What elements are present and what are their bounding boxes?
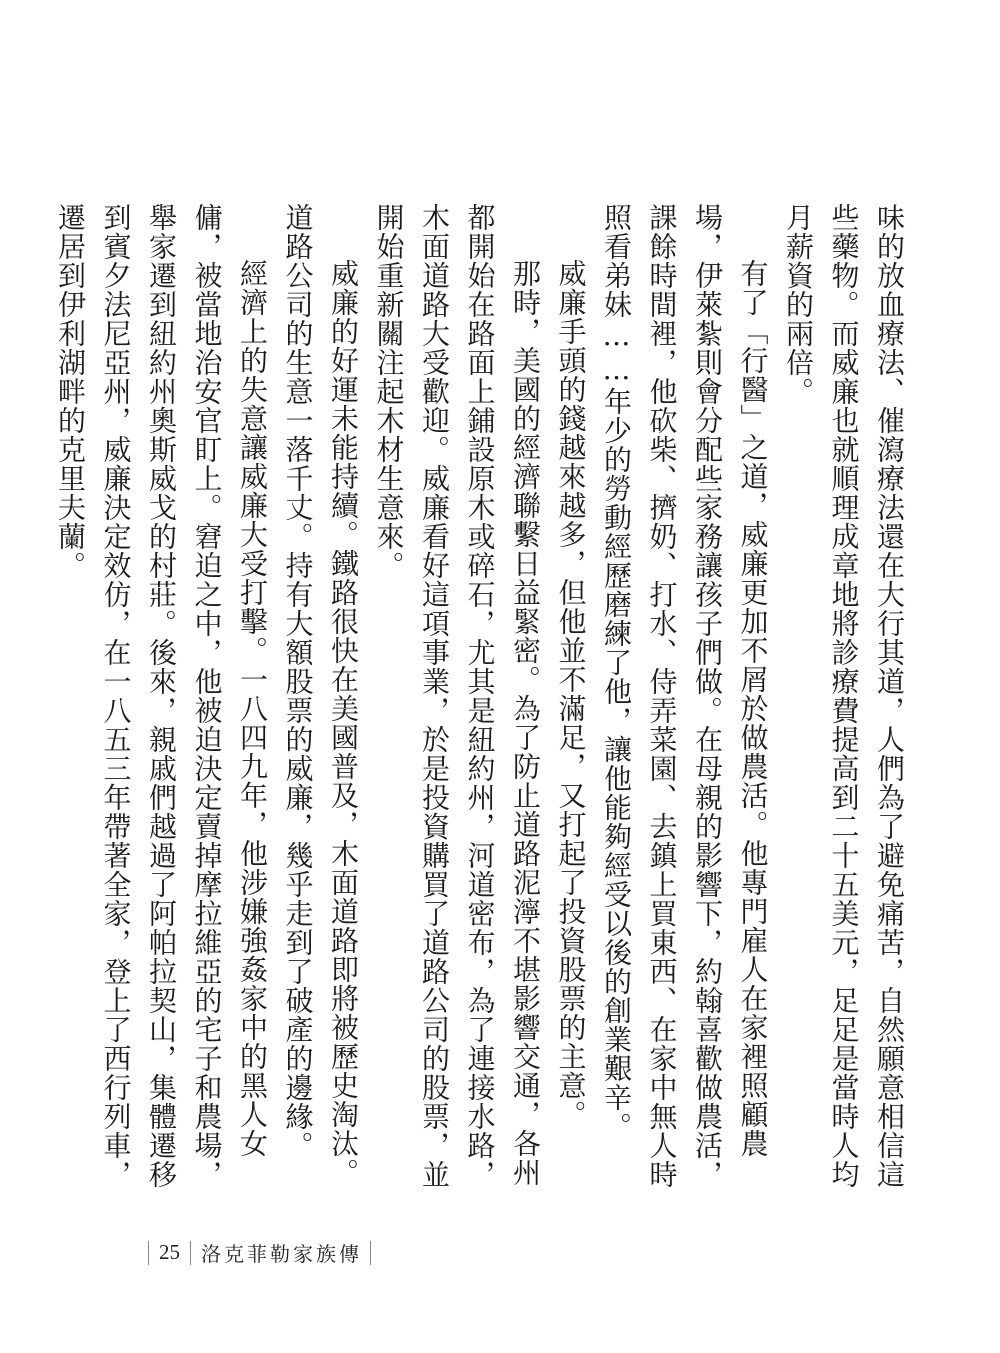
paragraph-4: 那時，美國的經濟聯繫日益緊密。為了防止道路泥濘不堪影響交通，各州都開始在路面上鋪設原木或碎石，尤其是紐約州，河道密布，為了連接水路，木面道路大受歡迎。威廉看好這項事業，於是投資購買了道路公司的股票，並開始重新關注起木材生意來。 — [372, 203, 542, 1189]
footer-divider-right — [370, 1241, 371, 1265]
paragraph-6: 經濟上的失意讓威廉大受打擊。一八四九年，他涉嫌強姦家中的黑人女傭，被當地治安官盯上。窘迫之中，他被迫決定賣掉摩拉維亞的宅子和農場，舉家遷到紐約州奧斯威戈的村莊。後來，親戚們越過了阿帕拉契山，集體遷移到賓夕法尼亞州，威廉決定效仿，在一八五三年帶著全家，登上了西行列車，遷居到伊利湖畔的克里夫蘭。 — [54, 203, 269, 1189]
book-title: 洛克菲勒家族傳 — [201, 1242, 362, 1266]
paragraph-1: 味的放血療法、催瀉療法還在大行其道，人們為了避免痛苦，自然願意相信這些藥物。而威廉也就順理成章地將診療費提高到二十五美元，足足是當時人均月薪資的兩倍。 — [782, 203, 906, 1189]
paragraph-5: 威廉的好運未能持續。鐵路很快在美國普及，木面道路即將被歷史淘汰。道路公司的生意一落千丈。持有大額股票的威廉，幾乎走到了破產的邊緣。 — [281, 203, 360, 1187]
page-number: 25 — [159, 1240, 180, 1264]
body-text — [54, 203, 912, 1203]
paragraph-3: 威廉手頭的錢越來越多，但他並不滿足，又打起了投資股票的主意。 — [554, 259, 588, 1129]
paragraph-2: 有了「行醫」之道，威廉更加不屑於做農活。他專門雇人在家裡照顧農場，伊萊紮則會分配些家務讓孩子們做。在母親的影響下，約翰喜歡做農活，課餘時間裡，他砍柴、擠奶、打水、侍弄菜園、去鎮上買東西、在家中無人時照看弟妹……年少的勞動經歷磨練了他，讓他能夠經受以後的創業艱辛。 — [600, 203, 770, 1189]
page-footer — [148, 1238, 371, 1267]
